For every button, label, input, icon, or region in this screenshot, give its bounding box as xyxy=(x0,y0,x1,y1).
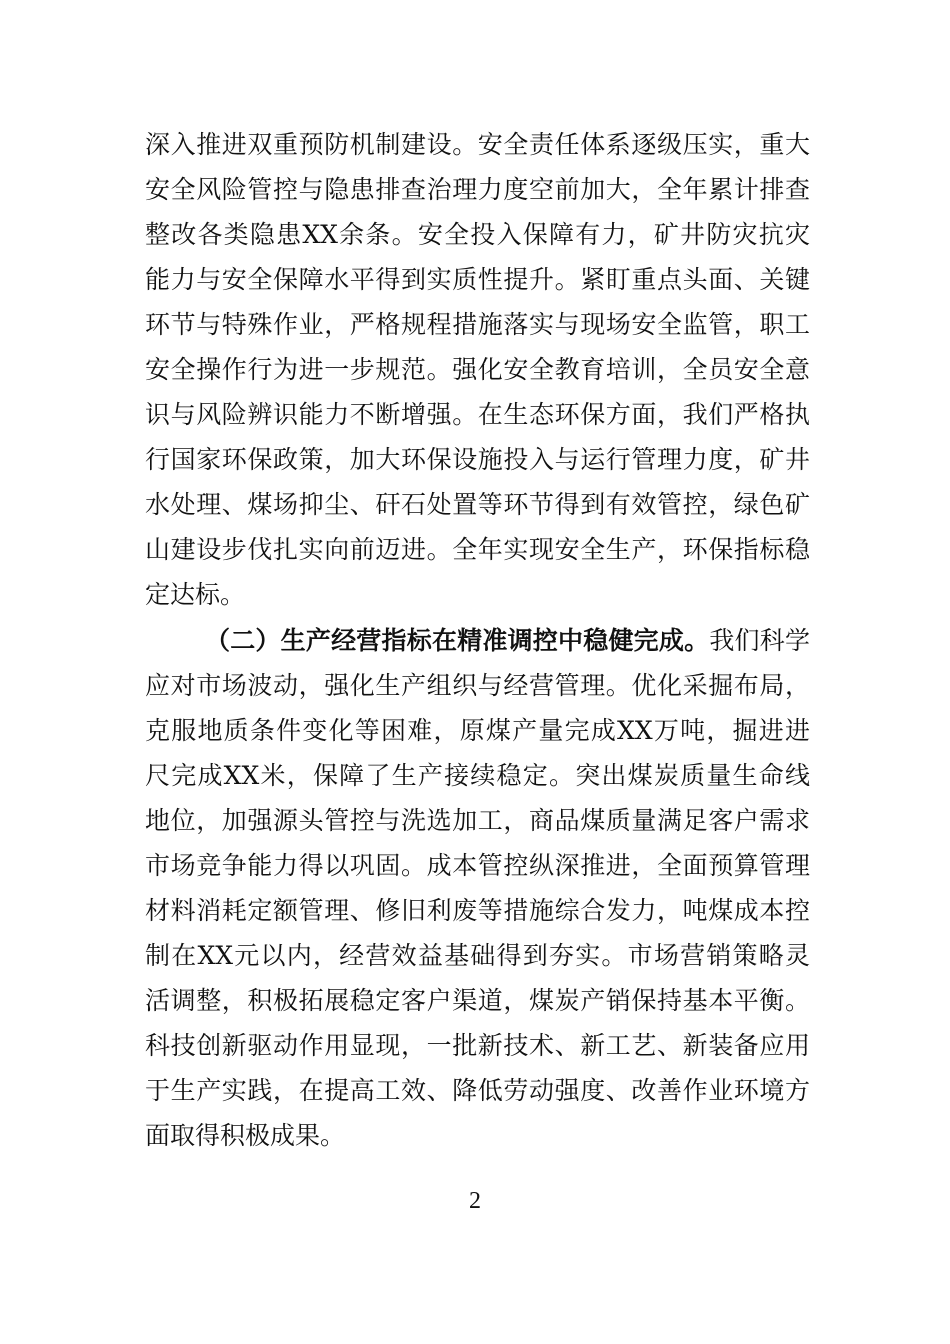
text-line: 尺完成XX米，保障了生产接续稳定。突出煤炭质量生命线 xyxy=(145,761,810,790)
text-line: 水处理、煤场抑尘、矸石处置等环节得到有效管控，绿色矿 xyxy=(145,490,810,519)
text-line-first xyxy=(205,625,810,657)
text-line: 应对市场波动，强化生产组织与经营管理。优化采掘布局， xyxy=(145,671,810,700)
text-line: 于生产实践，在提高工效、降低劳动强度、改善作业环境方 xyxy=(145,1076,810,1105)
text-line: 制在XX元以内，经营效益基础得到夯实。市场营销策略灵 xyxy=(145,941,810,970)
text-span: 我们科学 xyxy=(709,626,810,655)
text-line: 深入推进双重预防机制建设。安全责任体系逐级压实，重大 xyxy=(145,130,810,159)
text-line: 科技创新驱动作用显现，一批新技术、新工艺、新装备应用 xyxy=(145,1031,810,1060)
text-line: 克服地质条件变化等困难，原煤产量完成XX万吨，掘进进 xyxy=(145,716,810,745)
section-heading: （二）生产经营指标在精准调控中稳健完成。 xyxy=(205,626,710,655)
text-line: 山建设步伐扎实向前迈进。全年实现安全生产，环保指标稳 xyxy=(145,535,810,564)
text-line: 识与风险辨识能力不断增强。在生态环保方面，我们严格执 xyxy=(145,400,810,429)
page-number: 2 xyxy=(469,1188,481,1214)
text-line: 面取得积极成果。 xyxy=(145,1121,346,1150)
text-line: 环节与特殊作业，严格规程措施落实与现场安全监管，职工 xyxy=(145,310,810,339)
text-line: 材料消耗定额管理、修旧利废等措施综合发力，吨煤成本控 xyxy=(145,896,810,925)
text-line: 活调整，积极拓展稳定客户渠道，煤炭产销保持基本平衡。 xyxy=(145,986,810,1015)
text-line: 能力与安全保障水平得到实质性提升。紧盯重点头面、关键 xyxy=(145,265,810,294)
text-line: 定达标。 xyxy=(145,580,246,609)
text-line: 地位，加强源头管控与洗选加工，商品煤质量满足客户需求 xyxy=(145,806,810,835)
text-line: 安全风险管控与隐患排查治理力度空前加大，全年累计排查 xyxy=(145,175,810,204)
text-line: 安全操作行为进一步规范。强化安全教育培训，全员安全意 xyxy=(145,355,810,384)
text-line: 整改各类隐患XX余条。安全投入保障有力，矿井防灾抗灾 xyxy=(145,220,810,249)
text-line: 市场竞争能力得以巩固。成本管控纵深推进，全面预算管理 xyxy=(145,851,810,880)
text-line: 行国家环保政策，加大环保设施投入与运行管理力度，矿井 xyxy=(145,445,810,474)
